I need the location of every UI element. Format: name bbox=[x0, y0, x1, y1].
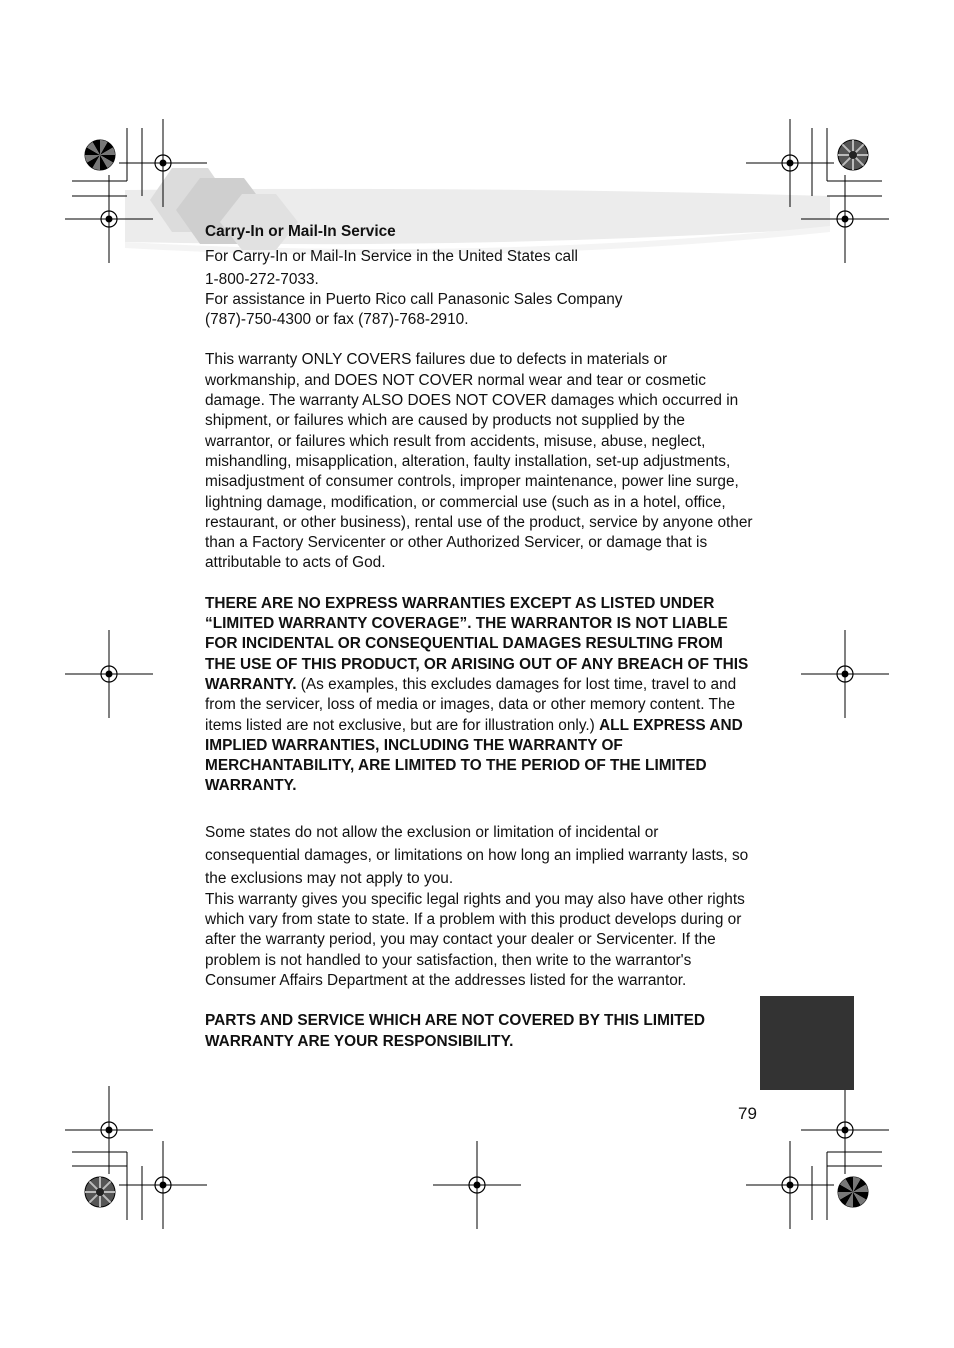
express-warranties-bold-intro: THERE ARE NO EXPRESS WARRANTIES EXCEPT AS LISTED UNDER “LIMITED WARRANTY COVERAGE”. THE WARRANTOR IS NOT LIABLE FOR INCIDENTAL OR CONSEQUENTIAL DAMAGES RESULTING FROM THE USE OF THIS PRODUCT, OR ARISING OUT OF ANY BREACH OF THIS WARRANTY. bbox=[205, 594, 749, 693]
states-paragraph: Some states do not allow the exclusion or limitation of incidental or consequential damages, or limitations on how long an implied warranty lasts, so the exclusions may not apply to you. bbox=[205, 823, 749, 887]
rights-paragraph: This warranty gives you specific legal rights and you may also have other rights which vary from state to state. If a problem with this product develops during or after the warranty period, you may contact your dealer or Servicenter. If the problem is not handled to your satisfaction, then write to the warrantor's Consumer Affairs Department at the addresses listed for the warrantor. bbox=[205, 890, 745, 989]
pr-service-line: For assistance in Puerto Rico call Panasonic Sales Company bbox=[205, 290, 623, 308]
pr-phone: (787)-750-4300 or fax (787)-768-2910. bbox=[205, 311, 469, 329]
responsibility-notice: PARTS AND SERVICE WHICH ARE NOT COVERED BY THIS LIMITED WARRANTY ARE YOUR RESPONSIBILITY. bbox=[205, 1012, 705, 1050]
express-warranties-paragraph bbox=[205, 594, 753, 797]
warranty-text bbox=[205, 222, 753, 1052]
section-tab bbox=[760, 996, 854, 1090]
express-warranties-examples: (As examples, this excludes damages for lost time, travel to and from the servicer, loss of media or images, data or other memory content. The items listed are not exclusive, but are for illustration only.) bbox=[205, 675, 737, 734]
us-phone: 1-800-272-7033. bbox=[205, 270, 319, 288]
us-service-line: For Carry-In or Mail-In Service in the United States call bbox=[205, 248, 578, 266]
section-heading: Carry-In or Mail-In Service bbox=[205, 223, 396, 240]
express-warranties-bold-outro: ALL EXPRESS AND IMPLIED WARRANTIES, INCLUDING THE WARRANTY OF MERCHANTABILITY, ARE LIMITED TO THE PERIOD OF THE LIMITED WARRANTY. bbox=[205, 716, 743, 795]
coverage-paragraph: This warranty ONLY COVERS failures due to defects in materials or workmanship, and DOES NOT COVER normal wear and tear or cosmetic damage. The warranty ALSO DOES NOT COVER damages which occurred in shipment, or failures which are caused by products not supplied by the warrantor, or failures which result from accidents, misuse, abuse, neglect, mishandling, misapplication, alteration, faulty installation, set-up adjustments, misadjustment of consumer controls, improper maintenance, power line surge, lightning damage, modification, or commercial use (such as in a hotel, office, restaurant, or other business), rental use of the product, service by anyone other than a Factory Servicenter or other Authorized Servicer, or damage that is attributable to acts of God. bbox=[205, 351, 753, 572]
page-number: 79 bbox=[738, 1104, 757, 1123]
